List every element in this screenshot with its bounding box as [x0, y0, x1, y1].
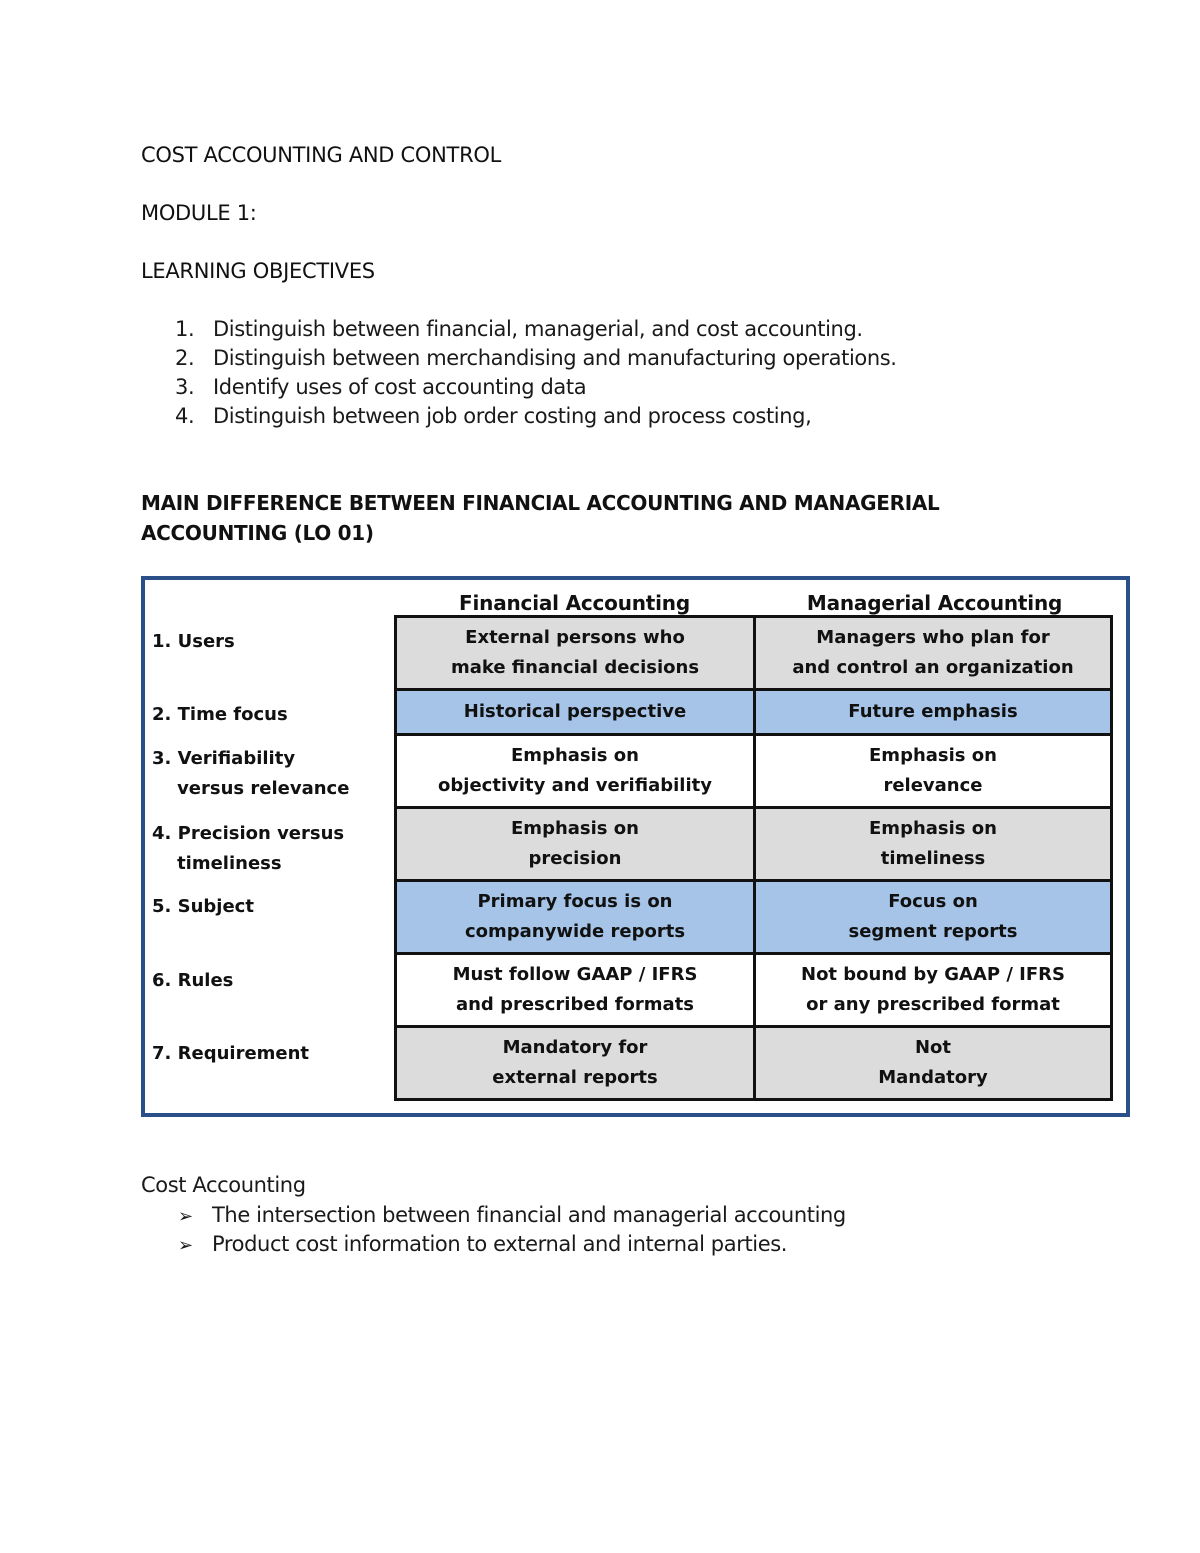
- table-cell-financial: Emphasis on objectivity and verifiability: [394, 736, 753, 806]
- objective-text: Distinguish between financial, managerial, and cost accounting.: [213, 317, 863, 341]
- objectives-heading: LEARNING OBJECTIVES: [141, 259, 375, 283]
- column-header-managerial: Managerial Accounting: [806, 591, 1063, 615]
- table-cell-managerial: Emphasis on relevance: [753, 736, 1113, 806]
- table-cell-managerial: Managers who plan for and control an organization: [753, 618, 1113, 688]
- difference-heading: MAIN DIFFERENCE BETWEEN FINANCIAL ACCOUNTING AND MANAGERIAL ACCOUNTING (LO 01): [141, 491, 940, 545]
- document-title: COST ACCOUNTING AND CONTROL: [141, 143, 502, 167]
- list-item: [178, 1230, 846, 1259]
- table-cell-financial: Must follow GAAP / IFRS and prescribed formats: [394, 955, 753, 1025]
- row-label: 3. Verifiability versus relevance: [152, 748, 350, 799]
- row-label: 2. Time focus: [152, 704, 288, 725]
- row-label: 7. Requirement: [152, 1043, 310, 1064]
- table-row: [394, 736, 1113, 809]
- list-item: 4. Distinguish between job order costing and process costing,: [175, 404, 812, 428]
- table-cell-managerial: Not bound by GAAP / IFRS or any prescribed format: [753, 955, 1113, 1025]
- row-label: 5. Subject: [152, 896, 254, 917]
- table-row: [394, 955, 1113, 1028]
- bullet-text: The intersection between financial and managerial accounting: [212, 1203, 846, 1227]
- table-cell-managerial: Future emphasis: [753, 691, 1113, 733]
- comparison-table-figure: [141, 576, 1130, 1117]
- list-item: 3. Identify uses of cost accounting data: [175, 375, 587, 399]
- list-item: 2. Distinguish between merchandising and manufacturing operations.: [175, 346, 897, 370]
- table-cell-financial: Historical perspective: [394, 691, 753, 733]
- list-item: [178, 1201, 846, 1230]
- table-row: [394, 691, 1113, 736]
- cost-accounting-points: [178, 1201, 846, 1259]
- row-label: 1. Users: [152, 631, 235, 652]
- row-label: 4. Precision versus timeliness: [152, 823, 345, 874]
- bullet-text: Product cost information to external and internal parties.: [212, 1232, 788, 1256]
- row-label: 6. Rules: [152, 970, 234, 991]
- table-row: [394, 1028, 1113, 1101]
- table-row: [394, 882, 1113, 955]
- cost-accounting-title: Cost Accounting: [141, 1173, 306, 1197]
- table-row: [394, 809, 1113, 882]
- module-heading: MODULE 1:: [141, 201, 257, 225]
- table-cell-financial: External persons who make financial decisions: [394, 618, 753, 688]
- objective-text: Identify uses of cost accounting data: [213, 375, 587, 399]
- objective-text: Distinguish between job order costing and process costing,: [213, 404, 812, 428]
- table-row: [394, 618, 1113, 691]
- arrow-bullet-icon: ➢: [178, 1235, 193, 1256]
- objectives-list: [141, 315, 897, 431]
- comparison-grid: [394, 615, 1113, 1101]
- objective-text: Distinguish between merchandising and manufacturing operations.: [213, 346, 897, 370]
- table-cell-financial: Emphasis on precision: [394, 809, 753, 879]
- table-cell-managerial: Emphasis on timeliness: [753, 809, 1113, 879]
- column-header-financial: Financial Accounting: [459, 591, 690, 615]
- table-cell-managerial: Focus on segment reports: [753, 882, 1113, 952]
- table-cell-financial: Mandatory for external reports: [394, 1028, 753, 1098]
- table-cell-financial: Primary focus is on companywide reports: [394, 882, 753, 952]
- table-cell-managerial: Not Mandatory: [753, 1028, 1113, 1098]
- list-item: 1. Distinguish between financial, managerial, and cost accounting.: [175, 317, 863, 341]
- arrow-bullet-icon: ➢: [178, 1206, 193, 1227]
